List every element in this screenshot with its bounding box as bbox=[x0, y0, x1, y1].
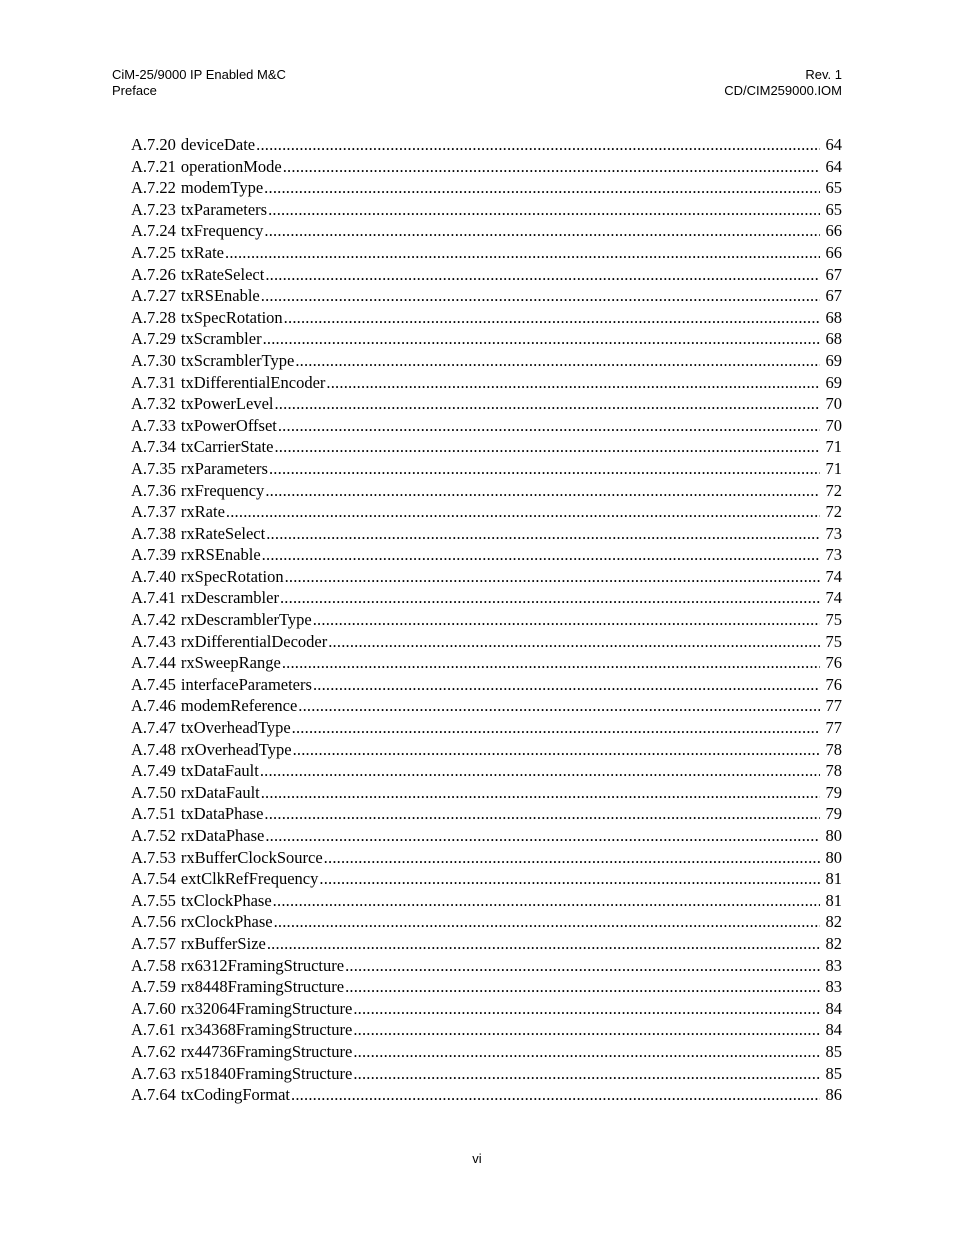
toc-entry-page: 69 bbox=[825, 350, 842, 370]
toc-entry-page: 81 bbox=[825, 890, 842, 910]
toc-entry-title: txScrambler bbox=[180, 329, 262, 349]
toc-entry-title: rxBufferSize bbox=[180, 933, 266, 953]
toc-entry-number: A.7.51 bbox=[131, 804, 176, 824]
toc-entry[interactable] bbox=[131, 134, 842, 156]
toc-dot-leader bbox=[262, 544, 820, 566]
toc-entry-page: 83 bbox=[825, 977, 842, 997]
toc-entry-page: 73 bbox=[825, 523, 842, 543]
toc-entry[interactable] bbox=[131, 372, 842, 394]
toc-dot-leader bbox=[313, 609, 820, 631]
toc-dot-leader bbox=[269, 458, 820, 480]
toc-entry[interactable] bbox=[131, 609, 842, 631]
toc-entry-title: txDataPhase bbox=[180, 804, 264, 824]
toc-dot-leader bbox=[265, 825, 820, 847]
toc-entry[interactable] bbox=[131, 955, 842, 977]
toc-entry-number: A.7.61 bbox=[131, 1020, 176, 1040]
toc-entry-title: txDataFault bbox=[180, 761, 259, 781]
toc-entry[interactable] bbox=[131, 825, 842, 847]
toc-entry-number: A.7.24 bbox=[131, 221, 176, 241]
toc-entry-page: 85 bbox=[825, 1063, 842, 1083]
toc-entry[interactable] bbox=[131, 307, 842, 329]
toc-entry-number: A.7.44 bbox=[131, 653, 176, 673]
toc-dot-leader bbox=[264, 177, 820, 199]
toc-entry-page: 76 bbox=[825, 653, 842, 673]
toc-entry-title: txRSEnable bbox=[180, 286, 260, 306]
toc-dot-leader bbox=[278, 415, 820, 437]
toc-dot-leader bbox=[282, 652, 820, 674]
toc-entry-title: rxBufferClockSource bbox=[180, 847, 323, 867]
toc-entry-title: txRate bbox=[180, 242, 224, 262]
toc-entry[interactable] bbox=[131, 976, 842, 998]
toc-entry-page: 65 bbox=[825, 199, 842, 219]
toc-entry[interactable] bbox=[131, 264, 842, 286]
toc-entry-title: txCodingFormat bbox=[180, 1085, 291, 1105]
toc-entry-page: 67 bbox=[825, 264, 842, 284]
toc-dot-leader bbox=[274, 436, 820, 458]
toc-entry-page: 66 bbox=[825, 242, 842, 262]
toc-entry-title: rxDifferentialDecoder bbox=[180, 631, 328, 651]
toc-entry[interactable] bbox=[131, 803, 842, 825]
toc-entry-title: txScramblerType bbox=[180, 350, 295, 370]
toc-entry-title: rxRate bbox=[180, 502, 225, 522]
toc-entry[interactable] bbox=[131, 156, 842, 178]
toc-dot-leader bbox=[266, 523, 820, 545]
toc-entry-page: 71 bbox=[825, 437, 842, 457]
toc-dot-leader bbox=[345, 976, 820, 998]
toc-dot-leader bbox=[225, 242, 820, 264]
toc-entry[interactable] bbox=[131, 544, 842, 566]
toc-entry-page: 84 bbox=[825, 998, 842, 1018]
toc-entry-number: A.7.42 bbox=[131, 610, 176, 630]
toc-entry[interactable] bbox=[131, 436, 842, 458]
toc-entry-title: txCarrierState bbox=[180, 437, 274, 457]
toc-entry-number: A.7.59 bbox=[131, 977, 176, 997]
toc-entry[interactable] bbox=[131, 890, 842, 912]
toc-dot-leader bbox=[285, 566, 820, 588]
toc-entry-number: A.7.25 bbox=[131, 242, 176, 262]
toc-entry[interactable] bbox=[131, 1019, 842, 1041]
toc-entry-title: rx8448FramingStructure bbox=[180, 977, 345, 997]
toc-entry-page: 67 bbox=[825, 286, 842, 306]
toc-entry-number: A.7.41 bbox=[131, 588, 176, 608]
toc-entry-number: A.7.30 bbox=[131, 350, 176, 370]
toc-entry-number: A.7.50 bbox=[131, 782, 176, 802]
toc-entry-number: A.7.43 bbox=[131, 631, 176, 651]
toc-entry-title: modemType bbox=[180, 178, 264, 198]
toc-entry-page: 77 bbox=[825, 718, 842, 738]
toc-entry-page: 77 bbox=[825, 696, 842, 716]
toc-entry-page: 83 bbox=[825, 955, 842, 975]
toc-entry-page: 74 bbox=[825, 588, 842, 608]
toc-entry-title: txClockPhase bbox=[180, 890, 272, 910]
toc-entry-page: 79 bbox=[825, 782, 842, 802]
toc-entry-title: txSpecRotation bbox=[180, 307, 283, 327]
toc-entry-number: A.7.52 bbox=[131, 826, 176, 845]
toc-entry[interactable] bbox=[131, 458, 842, 480]
toc-entry-number: A.7.56 bbox=[131, 912, 176, 932]
toc-entry-number: A.7.37 bbox=[131, 502, 176, 522]
toc-entry-number: A.7.57 bbox=[131, 933, 176, 953]
toc-dot-leader bbox=[292, 717, 820, 739]
toc-entry-page: 64 bbox=[825, 135, 842, 154]
toc-entry-page: 73 bbox=[825, 545, 842, 565]
toc-dot-leader bbox=[324, 847, 820, 869]
toc-entry[interactable] bbox=[131, 480, 842, 502]
toc-entry[interactable] bbox=[131, 393, 842, 415]
toc-dot-leader bbox=[280, 587, 820, 609]
toc-entry-title: rxClockPhase bbox=[180, 912, 273, 932]
toc-dot-leader bbox=[261, 285, 820, 307]
toc-entry-title: operationMode bbox=[180, 156, 282, 176]
toc-dot-leader bbox=[261, 782, 820, 804]
toc-entry-page: 70 bbox=[825, 394, 842, 414]
toc-entry[interactable] bbox=[131, 717, 842, 739]
doc-title: CiM-25/9000 IP Enabled M&C bbox=[112, 67, 286, 82]
toc-entry-title: deviceDate bbox=[180, 135, 256, 154]
toc-entry-page: 74 bbox=[825, 566, 842, 586]
toc-dot-leader bbox=[293, 739, 820, 761]
toc-dot-leader bbox=[256, 134, 820, 156]
toc-entry-number: A.7.38 bbox=[131, 523, 176, 543]
toc-entry-page: 80 bbox=[825, 847, 842, 867]
toc-entry-page: 64 bbox=[825, 156, 842, 176]
toc-entry[interactable] bbox=[131, 847, 842, 869]
toc-entry-number: A.7.33 bbox=[131, 415, 176, 435]
toc-entry[interactable] bbox=[131, 674, 842, 696]
toc-entry-title: extClkRefFrequency bbox=[180, 869, 319, 889]
toc-entry-number: A.7.20 bbox=[131, 135, 176, 154]
toc-dot-leader bbox=[313, 674, 820, 696]
toc-entry-page: 70 bbox=[825, 415, 842, 435]
toc-dot-leader bbox=[353, 998, 820, 1020]
toc-entry-number: A.7.53 bbox=[131, 847, 176, 867]
toc-entry-title: rxRSEnable bbox=[180, 545, 261, 565]
toc-entry-number: A.7.40 bbox=[131, 566, 176, 586]
toc-entry-page: 65 bbox=[825, 178, 842, 198]
toc-entry[interactable] bbox=[131, 782, 842, 804]
section-name: Preface bbox=[112, 83, 157, 98]
toc-entry-title: rxDescramblerType bbox=[180, 610, 312, 630]
toc-entry-page: 72 bbox=[825, 502, 842, 522]
toc-entry[interactable] bbox=[131, 350, 842, 372]
toc-entry-page: 75 bbox=[825, 631, 842, 651]
toc-entry-title: rxParameters bbox=[180, 458, 268, 478]
toc-entry-page: 79 bbox=[825, 804, 842, 824]
toc-dot-leader bbox=[298, 695, 820, 717]
toc-entry-number: A.7.34 bbox=[131, 437, 176, 457]
toc-dot-leader bbox=[326, 372, 820, 394]
toc-entry[interactable] bbox=[131, 220, 842, 242]
toc-entry[interactable] bbox=[131, 1084, 842, 1106]
toc-entry-number: A.7.32 bbox=[131, 394, 176, 414]
toc-entry-number: A.7.26 bbox=[131, 264, 176, 284]
toc-entry[interactable] bbox=[131, 587, 842, 609]
toc-entry-page: 84 bbox=[825, 1020, 842, 1040]
toc-entry[interactable] bbox=[131, 739, 842, 761]
toc-dot-leader bbox=[274, 911, 820, 933]
toc-entry-title: rxDataFault bbox=[180, 782, 260, 802]
toc-entry-number: A.7.39 bbox=[131, 545, 176, 565]
toc-entry-page: 66 bbox=[825, 221, 842, 241]
toc-entry-page: 85 bbox=[825, 1041, 842, 1061]
toc-entry-number: A.7.48 bbox=[131, 739, 176, 759]
toc-dot-leader bbox=[265, 264, 820, 286]
toc-entry[interactable] bbox=[131, 566, 842, 588]
toc-dot-leader bbox=[353, 1019, 820, 1041]
header-right bbox=[724, 67, 842, 99]
toc-dot-leader bbox=[265, 480, 820, 502]
revision: Rev. 1 bbox=[805, 67, 842, 82]
toc-entry[interactable] bbox=[131, 1041, 842, 1063]
toc-entry-title: rxSweepRange bbox=[180, 653, 281, 673]
toc-entry[interactable] bbox=[131, 523, 842, 545]
table-of-contents bbox=[131, 134, 842, 1106]
toc-dot-leader bbox=[263, 328, 820, 350]
toc-entry[interactable] bbox=[131, 911, 842, 933]
toc-dot-leader bbox=[345, 955, 820, 977]
toc-entry-title: txPowerLevel bbox=[180, 394, 274, 414]
toc-entry-number: A.7.21 bbox=[131, 156, 176, 176]
toc-entry[interactable] bbox=[131, 501, 842, 523]
toc-entry-number: A.7.36 bbox=[131, 480, 176, 500]
toc-entry-page: 69 bbox=[825, 372, 842, 392]
toc-entry-number: A.7.45 bbox=[131, 674, 176, 694]
toc-dot-leader bbox=[291, 1084, 820, 1106]
toc-entry-title: rxSpecRotation bbox=[180, 566, 284, 586]
toc-entry-number: A.7.23 bbox=[131, 199, 176, 219]
toc-entry[interactable] bbox=[131, 415, 842, 437]
toc-entry-title: interfaceParameters bbox=[180, 674, 312, 694]
toc-entry-number: A.7.31 bbox=[131, 372, 176, 392]
toc-entry[interactable] bbox=[131, 328, 842, 350]
toc-dot-leader bbox=[274, 393, 820, 415]
toc-entry-number: A.7.49 bbox=[131, 761, 176, 781]
toc-dot-leader bbox=[328, 631, 820, 653]
toc-entry-page: 75 bbox=[825, 610, 842, 630]
toc-entry-title: rx34368FramingStructure bbox=[180, 1020, 353, 1040]
toc-entry-title: txFrequency bbox=[180, 221, 264, 241]
toc-dot-leader bbox=[264, 803, 820, 825]
toc-entry-number: A.7.35 bbox=[131, 458, 176, 478]
toc-entry-title: txOverheadType bbox=[180, 718, 291, 738]
toc-entry-page: 86 bbox=[825, 1085, 842, 1105]
toc-entry-title: rxRateSelect bbox=[180, 523, 266, 543]
toc-dot-leader bbox=[267, 933, 820, 955]
toc-entry-page: 68 bbox=[825, 307, 842, 327]
toc-dot-leader bbox=[264, 220, 820, 242]
toc-dot-leader bbox=[283, 156, 820, 178]
toc-dot-leader bbox=[353, 1041, 820, 1063]
toc-entry-page: 80 bbox=[825, 826, 842, 845]
toc-dot-leader bbox=[226, 501, 820, 523]
toc-entry-number: A.7.27 bbox=[131, 286, 176, 306]
toc-entry-title: rxDataPhase bbox=[180, 826, 265, 845]
toc-entry-title: txRateSelect bbox=[180, 264, 265, 284]
toc-entry-number: A.7.62 bbox=[131, 1041, 176, 1061]
toc-entry-title: rx6312FramingStructure bbox=[180, 955, 345, 975]
toc-entry-page: 78 bbox=[825, 761, 842, 781]
toc-entry[interactable] bbox=[131, 1063, 842, 1085]
toc-dot-leader bbox=[260, 760, 820, 782]
toc-entry-number: A.7.55 bbox=[131, 890, 176, 910]
toc-entry[interactable] bbox=[131, 695, 842, 717]
toc-entry-title: rx32064FramingStructure bbox=[180, 998, 353, 1018]
toc-entry-page: 68 bbox=[825, 329, 842, 349]
toc-entry-page: 72 bbox=[825, 480, 842, 500]
toc-entry-title: rx44736FramingStructure bbox=[180, 1041, 353, 1061]
toc-entry-number: A.7.58 bbox=[131, 955, 176, 975]
doc-number: CD/CIM259000.IOM bbox=[724, 83, 842, 98]
toc-dot-leader bbox=[273, 890, 820, 912]
toc-entry-number: A.7.64 bbox=[131, 1085, 176, 1105]
toc-entry[interactable] bbox=[131, 760, 842, 782]
toc-entry[interactable] bbox=[131, 199, 842, 221]
toc-entry[interactable] bbox=[131, 933, 842, 955]
toc-entry[interactable] bbox=[131, 285, 842, 307]
toc-entry-page: 76 bbox=[825, 674, 842, 694]
toc-entry-title: rxDescrambler bbox=[180, 588, 279, 608]
toc-dot-leader bbox=[353, 1063, 820, 1085]
toc-entry-title: txDifferentialEncoder bbox=[180, 372, 326, 392]
toc-entry-page: 82 bbox=[825, 912, 842, 932]
toc-entry[interactable] bbox=[131, 177, 842, 199]
toc-entry-number: A.7.63 bbox=[131, 1063, 176, 1083]
toc-entry-number: A.7.22 bbox=[131, 178, 176, 198]
toc-entry-number: A.7.46 bbox=[131, 696, 176, 716]
toc-entry-title: rxFrequency bbox=[180, 480, 265, 500]
toc-entry[interactable] bbox=[131, 652, 842, 674]
toc-entry-page: 78 bbox=[825, 739, 842, 759]
toc-entry[interactable] bbox=[131, 242, 842, 264]
toc-dot-leader bbox=[268, 199, 820, 221]
toc-entry-number: A.7.29 bbox=[131, 329, 176, 349]
toc-entry[interactable] bbox=[131, 868, 842, 890]
toc-entry-title: txParameters bbox=[180, 199, 268, 219]
toc-entry-title: txPowerOffset bbox=[180, 415, 277, 435]
toc-entry-number: A.7.60 bbox=[131, 998, 176, 1018]
toc-entry-title: rx51840FramingStructure bbox=[180, 1063, 353, 1083]
toc-entry-number: A.7.47 bbox=[131, 718, 176, 738]
page-number: vi bbox=[472, 1151, 482, 1166]
toc-dot-leader bbox=[319, 868, 820, 890]
toc-dot-leader bbox=[295, 350, 820, 372]
toc-entry-title: modemReference bbox=[180, 696, 298, 716]
toc-entry-title: rxOverheadType bbox=[180, 739, 292, 759]
toc-entry[interactable] bbox=[131, 631, 842, 653]
toc-entry-page: 71 bbox=[825, 458, 842, 478]
toc-entry[interactable] bbox=[131, 998, 842, 1020]
toc-entry-number: A.7.28 bbox=[131, 307, 176, 327]
toc-entry-number: A.7.54 bbox=[131, 869, 176, 889]
toc-entry-page: 82 bbox=[825, 933, 842, 953]
toc-entry-page: 81 bbox=[825, 869, 842, 889]
header-left bbox=[112, 67, 286, 99]
toc-dot-leader bbox=[284, 307, 820, 329]
